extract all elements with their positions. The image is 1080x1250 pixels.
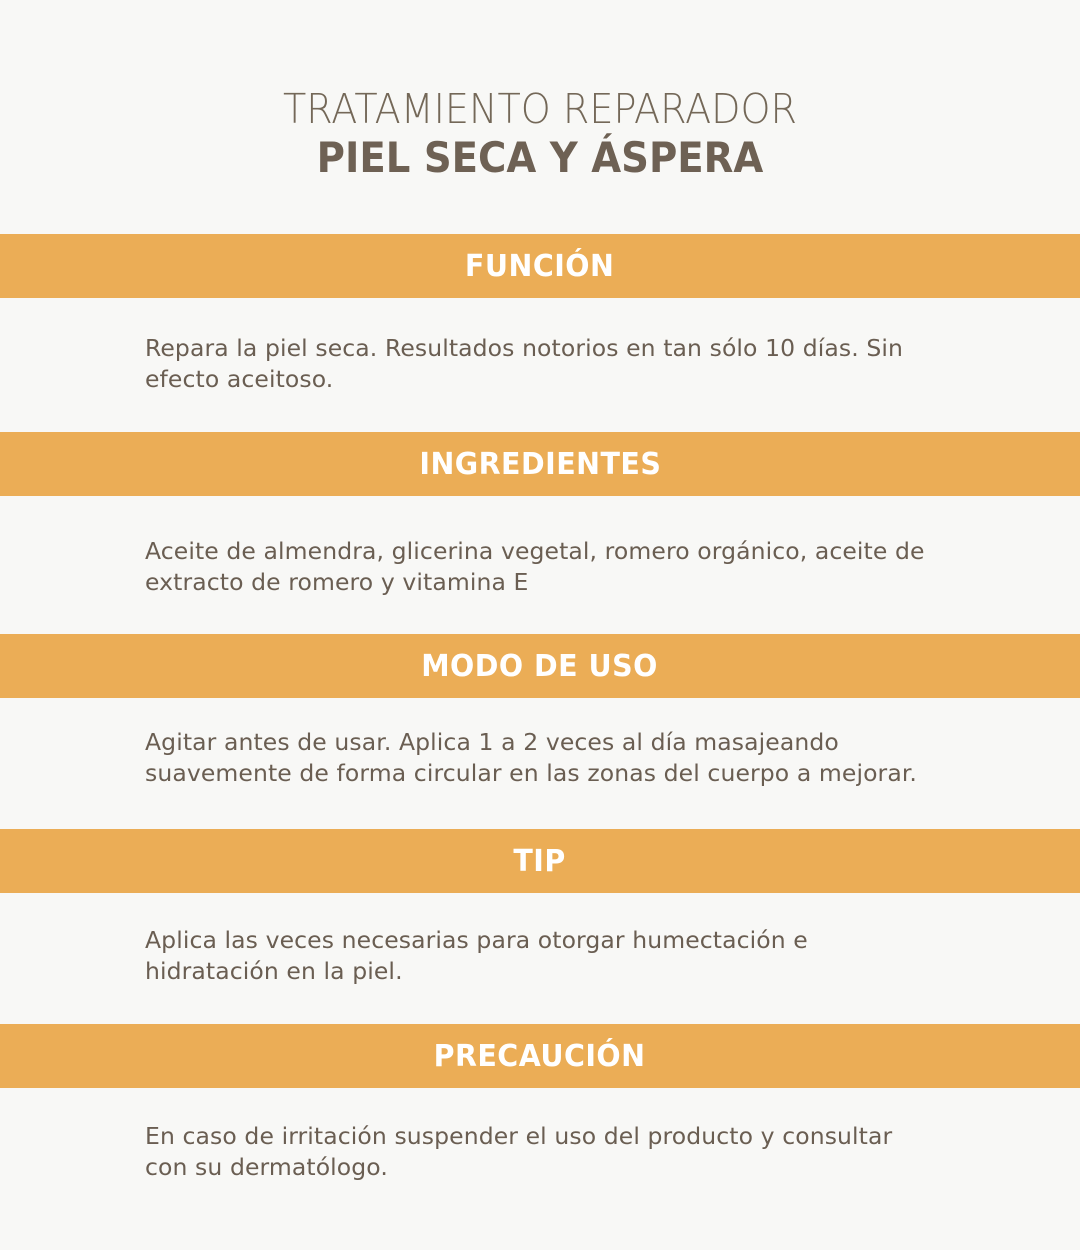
page-title-light: TRATAMIENTO REPARADOR	[282, 85, 798, 133]
section-text-ingredientes: Aceite de almendra, glicerina vegetal, romero orgánico, aceite de extracto de romero y vitamina E	[145, 537, 925, 596]
section-heading-modo-de-uso: MODO DE USO	[421, 648, 659, 684]
section-heading-ingredientes: INGREDIENTES	[419, 446, 661, 482]
section-band-precaucion	[0, 1024, 1080, 1088]
section-text-funcion: Repara la piel seca. Resultados notorios en tan sólo 10 días. Sin efecto aceitoso.	[145, 334, 904, 393]
section-text-modo-de-uso: Agitar antes de usar. Aplica 1 a 2 veces al día masajeando suavemente de forma circular en las zonas del cuerpo a mejorar.	[145, 728, 917, 787]
section-band-modo-de-uso	[0, 634, 1080, 698]
section-band-funcion	[0, 234, 1080, 298]
section-heading-funcion: FUNCIÓN	[465, 248, 615, 284]
page-title-bold: PIEL SECA Y ÁSPERA	[316, 133, 764, 182]
section-text-tip: Aplica las veces necesarias para otorgar humectación e hidratación en la piel.	[145, 926, 808, 985]
section-heading-tip: TIP	[513, 843, 567, 879]
section-band-ingredientes	[0, 432, 1080, 496]
section-heading-precaucion: PRECAUCIÓN	[434, 1038, 646, 1074]
section-text-precaucion: En caso de irritación suspender el uso del producto y consultar con su dermatólogo.	[145, 1122, 893, 1181]
section-band-tip	[0, 829, 1080, 893]
